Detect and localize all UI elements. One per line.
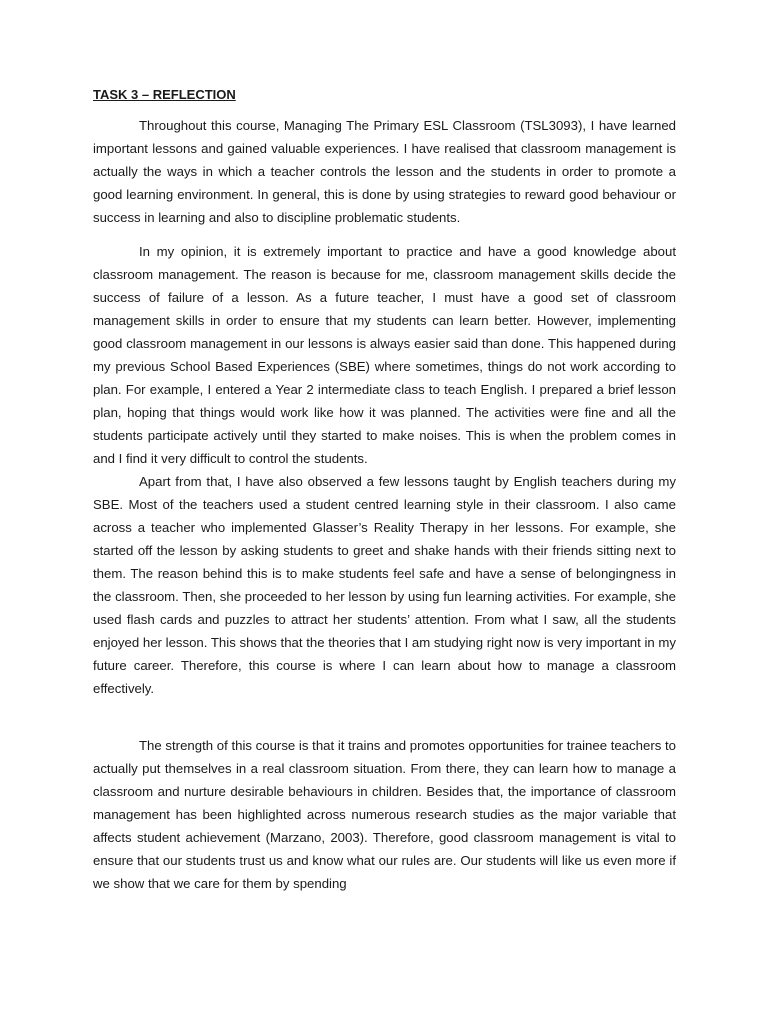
- paragraph-spacer: [93, 229, 676, 240]
- paragraph-4: The strength of this course is that it trains and promotes opportunities for trainee teachers to actually put themselves in a real classroom situation. From there, they can learn how to manage a classroom and nurture desirable behaviours in children. Besides that, the importance of classroom management has been highlighted across numerous research studies as the major variable that affects student achievement (Marzano, 2003). Therefore, good classroom management is vital to ensure that our students trust us and know what our rules are. Our students will like us even more if we show that we care for them by spending: [93, 738, 676, 891]
- document-title: TASK 3 – REFLECTION: [93, 87, 236, 102]
- paragraph-spacer: [93, 700, 676, 734]
- document-body: [93, 86, 676, 895]
- paragraph-2: In my opinion, it is extremely important to practice and have a good knowledge about classroom management. The reason is because for me, classroom management skills decide the success of failure of a lesson. As a future teacher, I must have a good set of classroom management skills in order to ensure that my students can learn better. However, implementing good classroom management in our lessons is always easier said than done. This happened during my previous School Based Experiences (SBE) where sometimes, things do not work according to plan. For example, I entered a Year 2 intermediate class to teach English. I prepared a brief lesson plan, hoping that things would work like how it was planned. The activities were fine and all the students participate actively until they started to make noises. This is when the problem comes in and I find it very difficult to control the students.: [93, 244, 676, 466]
- paragraph-1: Throughout this course, Managing The Primary ESL Classroom (TSL3093), I have learned important lessons and gained valuable experiences. I have realised that classroom management is actually the ways in which a teacher controls the lesson and the students in order to promote a good learning environment. In general, this is done by using strategies to reward good behaviour or success in learning and also to discipline problematic students.: [93, 118, 676, 225]
- paragraph-3: Apart from that, I have also observed a few lessons taught by English teachers during my SBE. Most of the teachers used a student centred learning style in their classroom. I also came across a teacher who implemented Glasser’s Reality Therapy in her lessons. For example, she started off the lesson by asking students to greet and shake hands with their friends sitting next to them. The reason behind this is to make students feel safe and have a sense of belongingness in the classroom. Then, she proceeded to her lesson by using fun learning activities. For example, she used flash cards and puzzles to attract her students’ attention. From what I saw, all the students enjoyed her lesson. This shows that the theories that I am studying right now is very important in my future career. Therefore, this course is where I can learn about how to manage a classroom effectively.: [93, 474, 676, 696]
